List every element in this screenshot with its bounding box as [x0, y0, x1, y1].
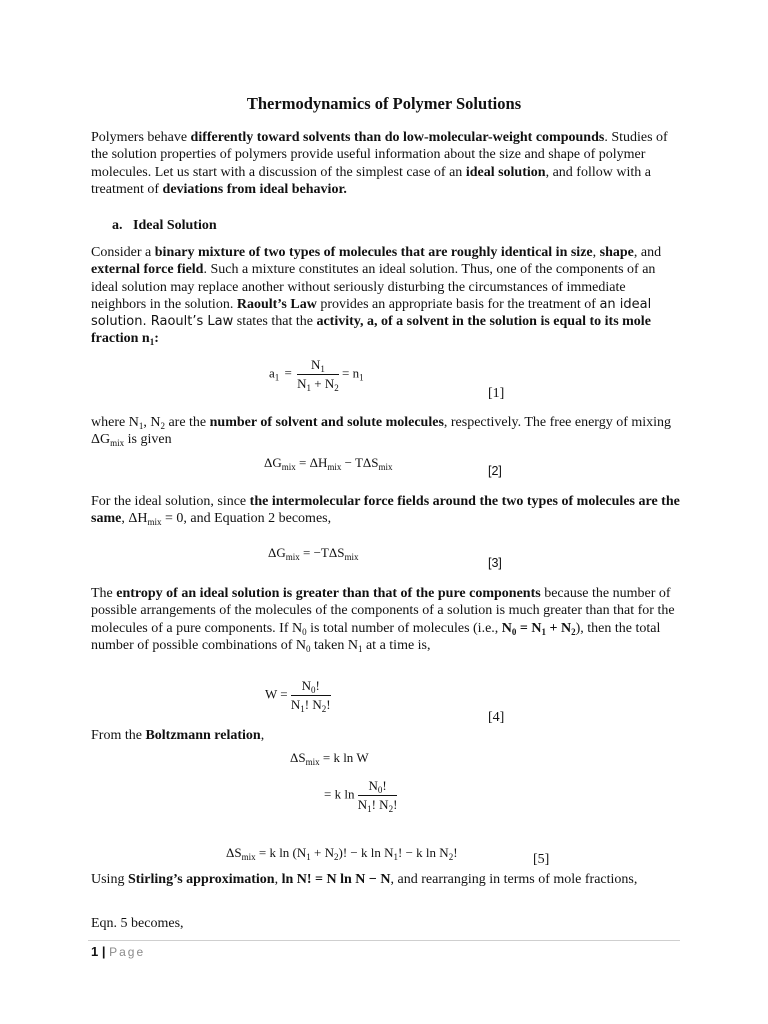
subscript: 2	[448, 852, 454, 862]
equation-number: [1]	[488, 386, 505, 401]
subscript: 2	[571, 626, 576, 637]
text: , ΔH	[121, 511, 148, 527]
emphasis: deviations from ideal behavior.	[162, 181, 347, 197]
eq-term: = n	[342, 365, 360, 381]
subscript: mix	[285, 552, 300, 562]
emphasis: Raoult’s Law	[236, 296, 317, 312]
text: provides an appropriate basis for the treatment of	[316, 296, 600, 312]
text: because the number of possible arrangements of the molecules of the components of a solution is much greater than that for the molecules of a pure components. If N	[91, 586, 675, 636]
fraction	[297, 357, 339, 392]
eq-term: ΔG	[268, 545, 286, 560]
emphasis: entropy of an ideal solution is greater than that of the pure components	[116, 586, 541, 601]
eq-term: = ΔH	[295, 455, 328, 470]
eq-term: W =	[265, 686, 288, 702]
eq-term: ΔS	[290, 750, 306, 765]
eq-term: !	[453, 845, 458, 860]
eq-term: N	[324, 376, 335, 391]
text: , and rearranging in terms of mole fractions,	[390, 872, 638, 887]
emphasis: binary mixture of two types of molecules that are roughly identical in size	[154, 245, 593, 260]
eq-term: !	[326, 697, 331, 712]
text: Consider a	[91, 245, 155, 260]
text: where N	[91, 415, 139, 430]
text: at a time is,	[362, 637, 431, 653]
text: For the ideal solution, since	[91, 494, 250, 509]
subscript: 1	[357, 643, 363, 654]
subscript: 2	[388, 804, 394, 814]
equation-5	[226, 845, 458, 861]
equation-boltzmann	[290, 750, 369, 766]
subscript: mix	[305, 757, 320, 767]
eq-term: !	[382, 778, 387, 793]
subscript: 2	[334, 383, 339, 393]
text: Polymers behave	[91, 130, 191, 145]
subscript: 2	[160, 421, 165, 431]
emphasis: N	[501, 620, 512, 636]
subscript: mix	[110, 438, 125, 449]
emphasis: Boltzmann relation	[145, 728, 261, 743]
subscript: 0	[306, 643, 311, 654]
text: ,	[274, 872, 282, 887]
text: Using	[91, 872, 128, 887]
subscript: mix	[378, 462, 393, 472]
paragraph-free-energy	[91, 414, 681, 449]
eq-term: = k ln (N	[255, 845, 307, 860]
paragraph-eqn5	[91, 915, 681, 932]
paragraph-ideal-condition	[91, 493, 681, 528]
emphasis: activity, a, of a solvent in the solution is equal to its mole fraction n	[91, 314, 651, 347]
text: is given	[124, 432, 172, 448]
footer-divider	[88, 940, 680, 941]
text: taken N	[310, 637, 358, 653]
section-heading	[112, 218, 217, 234]
subscript: 1	[274, 372, 280, 383]
eq-term: = k ln	[324, 786, 355, 802]
emphasis: differently toward solvents than do low-molecular-weight compounds	[190, 130, 605, 145]
denominator: N	[297, 376, 307, 391]
numerator: N	[368, 778, 378, 793]
subscript: 0	[511, 626, 517, 637]
emphasis: shape	[599, 245, 634, 260]
denominator: N	[290, 697, 301, 712]
eq-term: ! N	[304, 697, 322, 712]
denominator: N	[357, 797, 368, 812]
subscript: 1	[306, 852, 311, 862]
eq-term: ! N	[371, 797, 389, 812]
emphasis: number of solvent and solute molecules	[209, 415, 444, 430]
subscript: mix	[147, 517, 162, 528]
text: From the	[91, 728, 146, 743]
subscript: 1	[138, 421, 144, 431]
emphasis: ln N! = N ln N − N	[281, 872, 391, 887]
eq-term: !	[315, 678, 320, 693]
section-title: Ideal Solution	[133, 218, 217, 233]
subscript: 0	[302, 626, 307, 637]
numerator: N	[301, 678, 311, 693]
eq-term: + N	[310, 845, 335, 860]
equation-number: [5]	[533, 852, 550, 867]
equation-4	[265, 678, 331, 713]
equation-3	[268, 545, 358, 561]
section-number: a.	[112, 218, 123, 233]
paragraph-ideal-solution	[91, 244, 681, 348]
text: is total number of molecules (i.e.,	[306, 620, 502, 636]
text: ,	[260, 728, 265, 743]
page-label: Page	[109, 945, 146, 959]
text: , N	[143, 415, 161, 430]
subscript: mix	[344, 552, 359, 562]
subscript: 0	[377, 785, 383, 795]
paragraph-boltzmann	[91, 727, 681, 744]
text: , and	[633, 245, 662, 260]
subscript: mix	[281, 462, 296, 472]
eq-term: +	[311, 376, 325, 391]
emphasis: = N	[516, 620, 542, 636]
paragraph-stirling	[91, 871, 681, 888]
emphasis: external force field	[91, 262, 204, 278]
eq-term: ! − k ln N	[398, 845, 449, 860]
intro-paragraph	[91, 129, 681, 198]
text: The	[91, 586, 117, 601]
eq-term: ΔS	[226, 845, 242, 860]
subscript: 1	[149, 337, 155, 348]
text: , respectively. The free energy of mixing ΔG	[91, 415, 672, 448]
equation-1: $a_1$ = $\frac{N_1}{N_1 + N_2}$ = $n_1$	[269, 357, 364, 393]
subscript: 1	[359, 372, 364, 383]
equation-number: [4]	[488, 710, 505, 725]
text: . Such a mixture constitutes an ideal solution. Thus, one of the components of an ideal solution may replace another without seriously disturbing the circumstances of immediate neighbors in the solution.	[91, 262, 656, 312]
eq-term: ΔG	[264, 455, 282, 470]
text: are the	[164, 415, 210, 430]
footer-separator: |	[101, 944, 106, 959]
equation-number: [2]	[488, 464, 502, 478]
subscript: 2	[334, 852, 339, 862]
emphasis: :	[154, 331, 159, 347]
emphasis: + N	[546, 620, 572, 636]
eq-term: !	[393, 797, 398, 812]
eq-term: = k ln W	[319, 750, 369, 765]
paragraph-entropy	[91, 585, 681, 654]
subscript: 1	[541, 626, 547, 637]
text: states that the	[233, 314, 317, 330]
fraction	[358, 778, 398, 813]
eq-term: = −TΔS	[299, 545, 345, 560]
eq-term: − TΔS	[341, 455, 379, 470]
eq-term: )! − k ln N	[338, 845, 394, 860]
text: . Studies of the solution properties of polymers provide useful information about the size and shape of polymer molecules. Let us start with a discussion of the simplest case of an	[91, 130, 668, 180]
subscript: mix	[327, 462, 342, 472]
fraction	[291, 678, 331, 713]
text: Eqn. 5 becomes,	[91, 916, 184, 931]
emphasis: the intermolecular force fields around the two types of molecules are the same	[91, 494, 680, 527]
page-number: 1	[91, 944, 99, 959]
eq-term: a	[269, 365, 275, 381]
document-title: Thermodynamics of Polymer Solutions	[246, 94, 522, 113]
subscript: mix	[241, 852, 256, 862]
subscript: 1	[393, 852, 399, 862]
subscript: 1	[367, 804, 372, 814]
emphasis: ideal solution	[465, 164, 546, 180]
emphasis: Stirling’s approximation	[127, 872, 275, 887]
subscript: 1	[320, 364, 325, 374]
text: ,	[592, 245, 600, 260]
numerator: N	[310, 357, 321, 372]
equation-number: [3]	[488, 556, 502, 570]
text: an ideal solution. Raoult’s Law	[91, 296, 652, 330]
text: = 0, and Equation 2 becomes,	[161, 511, 332, 527]
page-footer	[91, 944, 145, 959]
subscript: 2	[321, 704, 327, 714]
text: , and follow with a treatment of	[91, 164, 651, 197]
equation-2	[264, 455, 393, 471]
text: ), then the total number of possible combinations of N	[91, 620, 661, 653]
subscript: 1	[306, 383, 312, 393]
equation-boltzmann-expanded	[324, 778, 397, 813]
subscript: 0	[311, 685, 316, 695]
subscript: 1	[300, 704, 305, 714]
